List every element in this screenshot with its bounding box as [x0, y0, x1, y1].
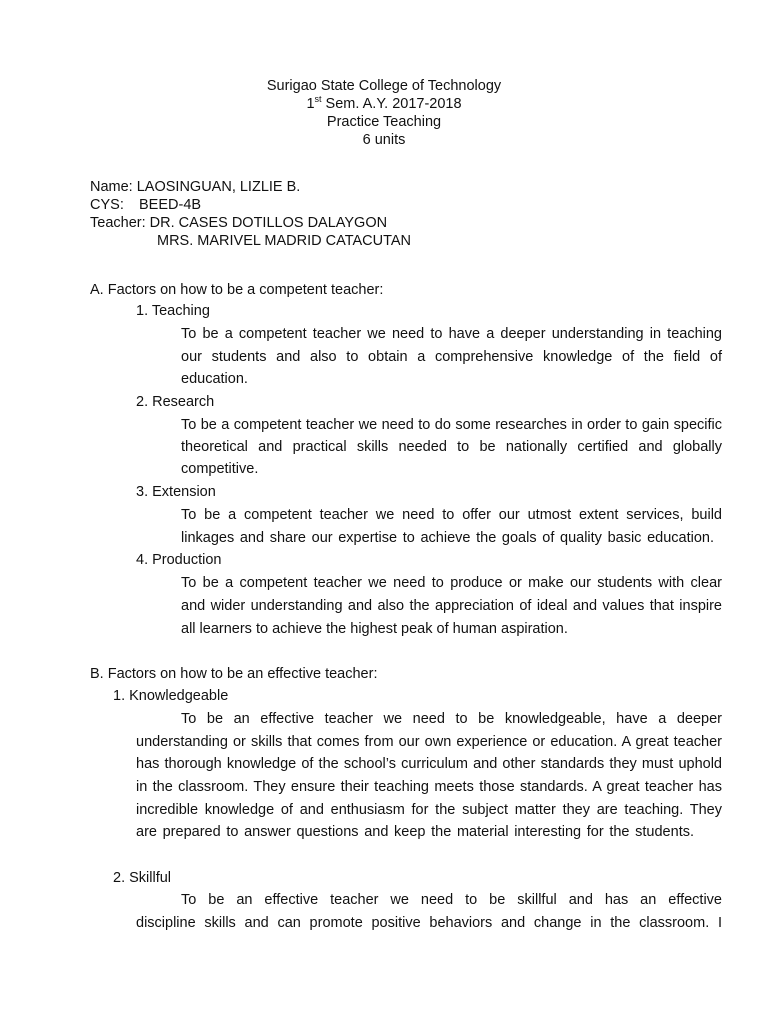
- paragraph-line: competitive.: [181, 461, 259, 477]
- course-title: Practice Teaching: [326, 114, 442, 130]
- paragraph-line: discipline skills and can promote positive behaviors and change in the classroom. I: [136, 915, 722, 931]
- paragraph-line: To be a competent teacher we need to offer our utmost extent services, build: [181, 507, 722, 523]
- paragraph-line: are prepared to answer questions and keep the material interesting for the students.: [136, 824, 694, 840]
- course-units: 6 units: [362, 132, 406, 148]
- paragraph-line: To be an effective teacher we need to be knowledgeable, have a deeper: [181, 711, 722, 727]
- semester-year: Sem. A.Y. 2017-2018: [321, 96, 462, 112]
- paragraph-line: incredible knowledge of and enthusiasm for the subject matter they are teaching. They: [136, 802, 722, 818]
- cys-label: CYS:: [90, 197, 124, 213]
- student-name: Name: LAOSINGUAN, LIZLIE B.: [90, 179, 301, 195]
- semester-number: 1: [306, 96, 315, 112]
- paragraph-line: education.: [181, 371, 248, 387]
- paragraph-line: in the classroom. They ensure their teaching meets those standards. A great teacher has: [136, 779, 722, 795]
- teacher-line-2: MRS. MARIVEL MADRID CATACUTAN: [157, 233, 412, 249]
- section-b-item-title: 2. Skillful: [113, 870, 172, 886]
- paragraph-line: and wider understanding and also the appreciation of ideal and values that inspire: [181, 598, 722, 614]
- paragraph-line: To be a competent teacher we need to do some researches in order to gain specific: [181, 417, 722, 433]
- paragraph-line: our students and also to obtain a comprehensive knowledge of the field of: [181, 349, 722, 365]
- paragraph-line: To be an effective teacher we need to be skillful and has an effective: [181, 892, 722, 908]
- section-a-item-title: 1. Teaching: [136, 303, 210, 319]
- semester-suffix: st: [314, 94, 322, 105]
- paragraph-line: To be a competent teacher we need to have a deeper understanding in teaching: [181, 326, 722, 342]
- section-a-item-title: 2. Research: [136, 394, 215, 410]
- section-a-item-title: 4. Production: [136, 552, 222, 568]
- college-name: Surigao State College of Technology: [266, 78, 502, 94]
- section-a-item-title: 3. Extension: [136, 484, 216, 500]
- paragraph-line: theoretical and practical skills needed to be nationally certified and globally: [181, 439, 722, 455]
- paragraph-line: To be a competent teacher we need to produce or make our students with clear: [181, 575, 722, 591]
- paragraph-line: linkages and share our expertise to achieve the goals of quality basic education.: [181, 530, 714, 546]
- section-a-heading: A. Factors on how to be a competent teacher:: [90, 282, 384, 298]
- section-b-item-title: 1. Knowledgeable: [113, 688, 229, 704]
- cys-value: BEED-4B: [139, 197, 202, 213]
- paragraph-line: understanding or skills that comes from our own experience or education. A great teacher: [136, 734, 722, 750]
- semester-line: [0, 95, 768, 113]
- teacher-line-1: Teacher: DR. CASES DOTILLOS DALAYGON: [90, 215, 388, 231]
- paragraph-line: has thorough knowledge of the school’s curriculum and other standards they must uphold: [136, 756, 722, 772]
- paragraph-line: all learners to achieve the highest peak of human aspiration.: [181, 621, 568, 637]
- section-b-heading: B. Factors on how to be an effective teacher:: [90, 666, 378, 682]
